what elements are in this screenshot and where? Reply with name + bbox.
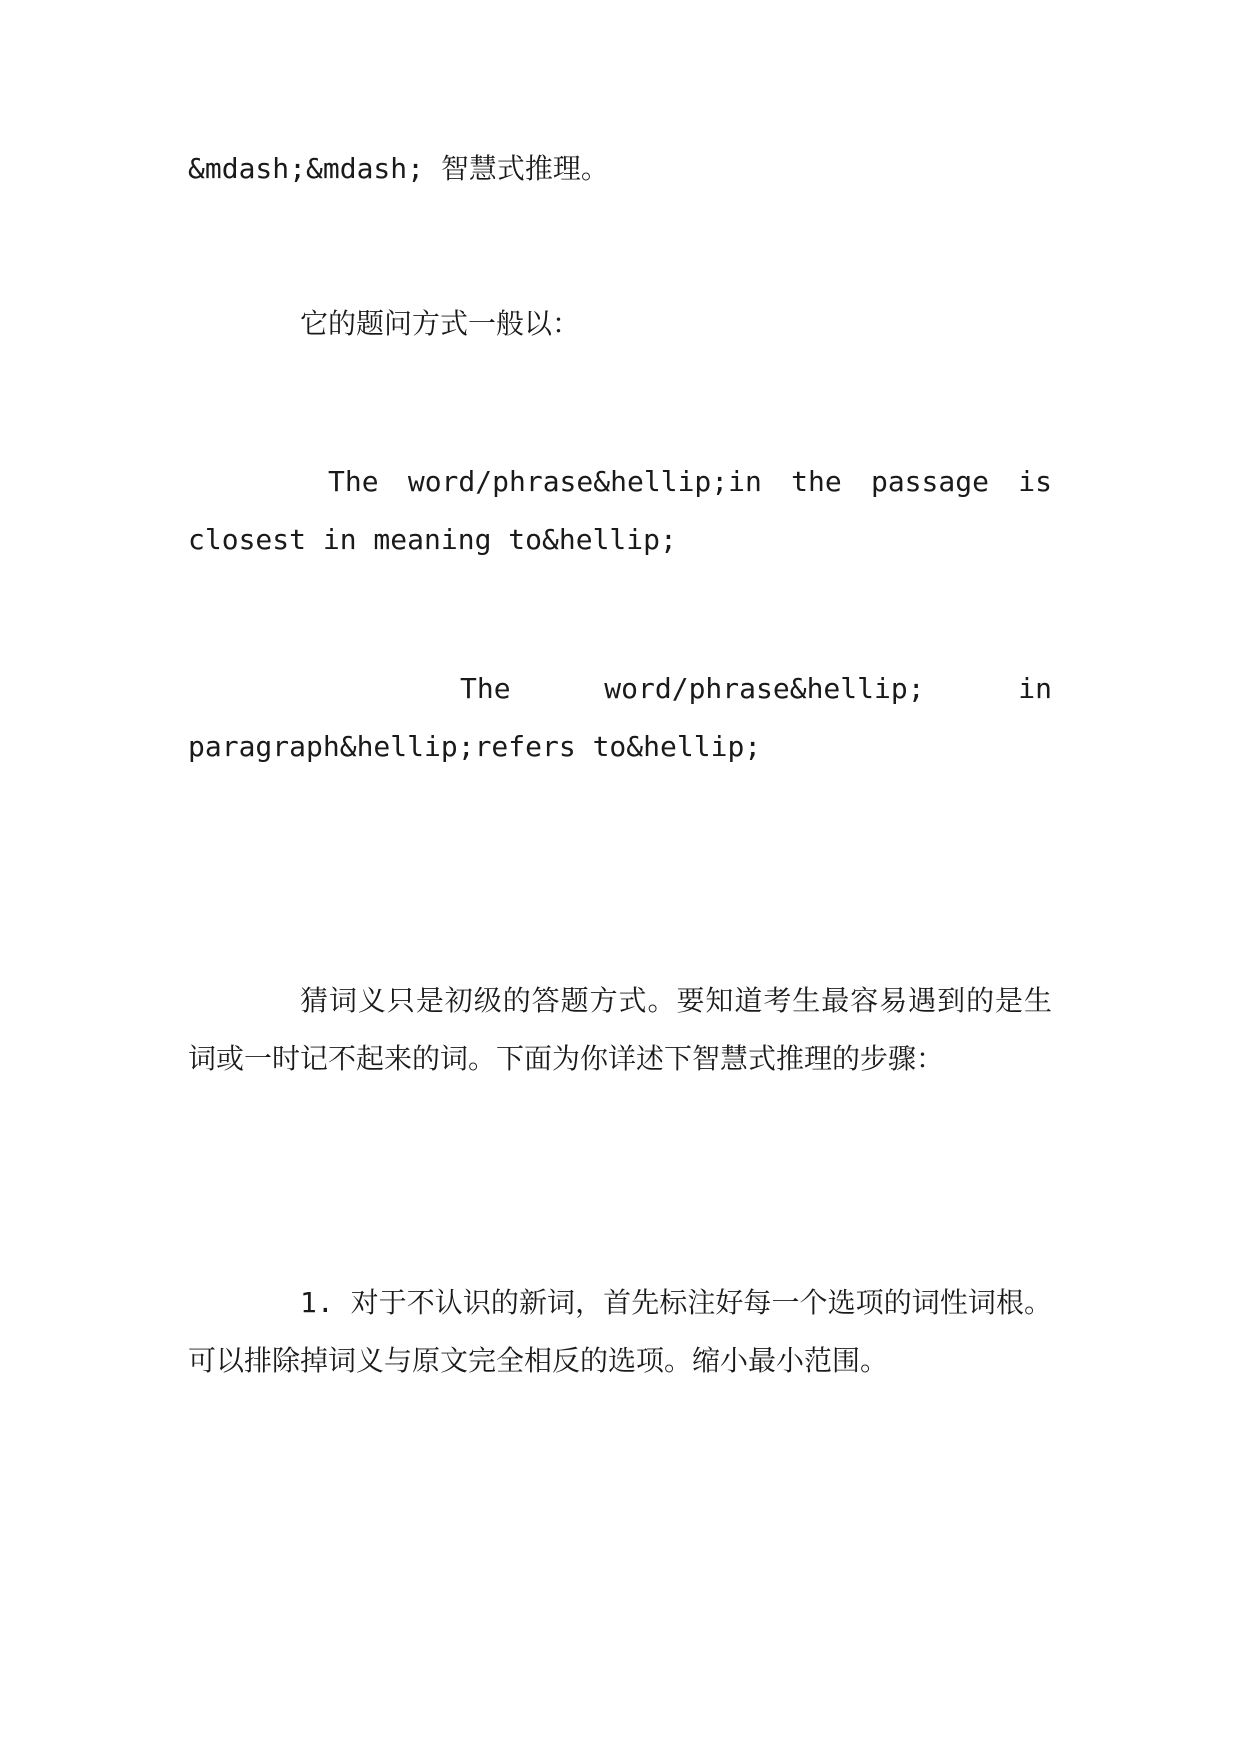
example-2-line-1 <box>188 660 1052 718</box>
example-2-word: word/phrase&hellip; <box>604 672 925 705</box>
intro-heading-text: &mdash;&mdash; 智慧式推理。 <box>188 152 609 185</box>
question-format-text: 它的题问方式一般以： <box>300 307 581 340</box>
paragraph-explanation <box>188 972 1052 1088</box>
example-2-line-2: paragraph&hellip;refers to&hellip; <box>188 730 762 763</box>
paragraph-intro-heading <box>188 140 1052 198</box>
example-1-line-1 <box>188 453 1052 511</box>
example-1-word: passage <box>870 465 989 498</box>
example-1-word: the <box>791 465 842 498</box>
example-1-word: is <box>1018 465 1052 498</box>
paragraph-example-2 <box>188 660 1052 776</box>
example-1-word: word/phrase&hellip;in <box>407 465 762 498</box>
paragraph-example-1 <box>188 453 1052 569</box>
example-2-word: The <box>460 672 511 705</box>
example-1-line-2: closest in meaning to&hellip; <box>188 523 677 556</box>
step-1-text: 1. 对于不认识的新词，首先标注好每一个选项的词性词根。可以排除掉词义与原文完全相反的选项。缩小最小范围。 <box>188 1286 1052 1377</box>
paragraph-step-1 <box>188 1274 1052 1390</box>
example-2-word: in <box>1018 672 1052 705</box>
example-1-word: The <box>328 465 379 498</box>
paragraph-question-format <box>188 295 1052 353</box>
explanation-text: 猜词义只是初级的答题方式。要知道考生最容易遇到的是生词或一时记不起来的词。下面为你详述下智慧式推理的步骤： <box>188 984 1052 1075</box>
